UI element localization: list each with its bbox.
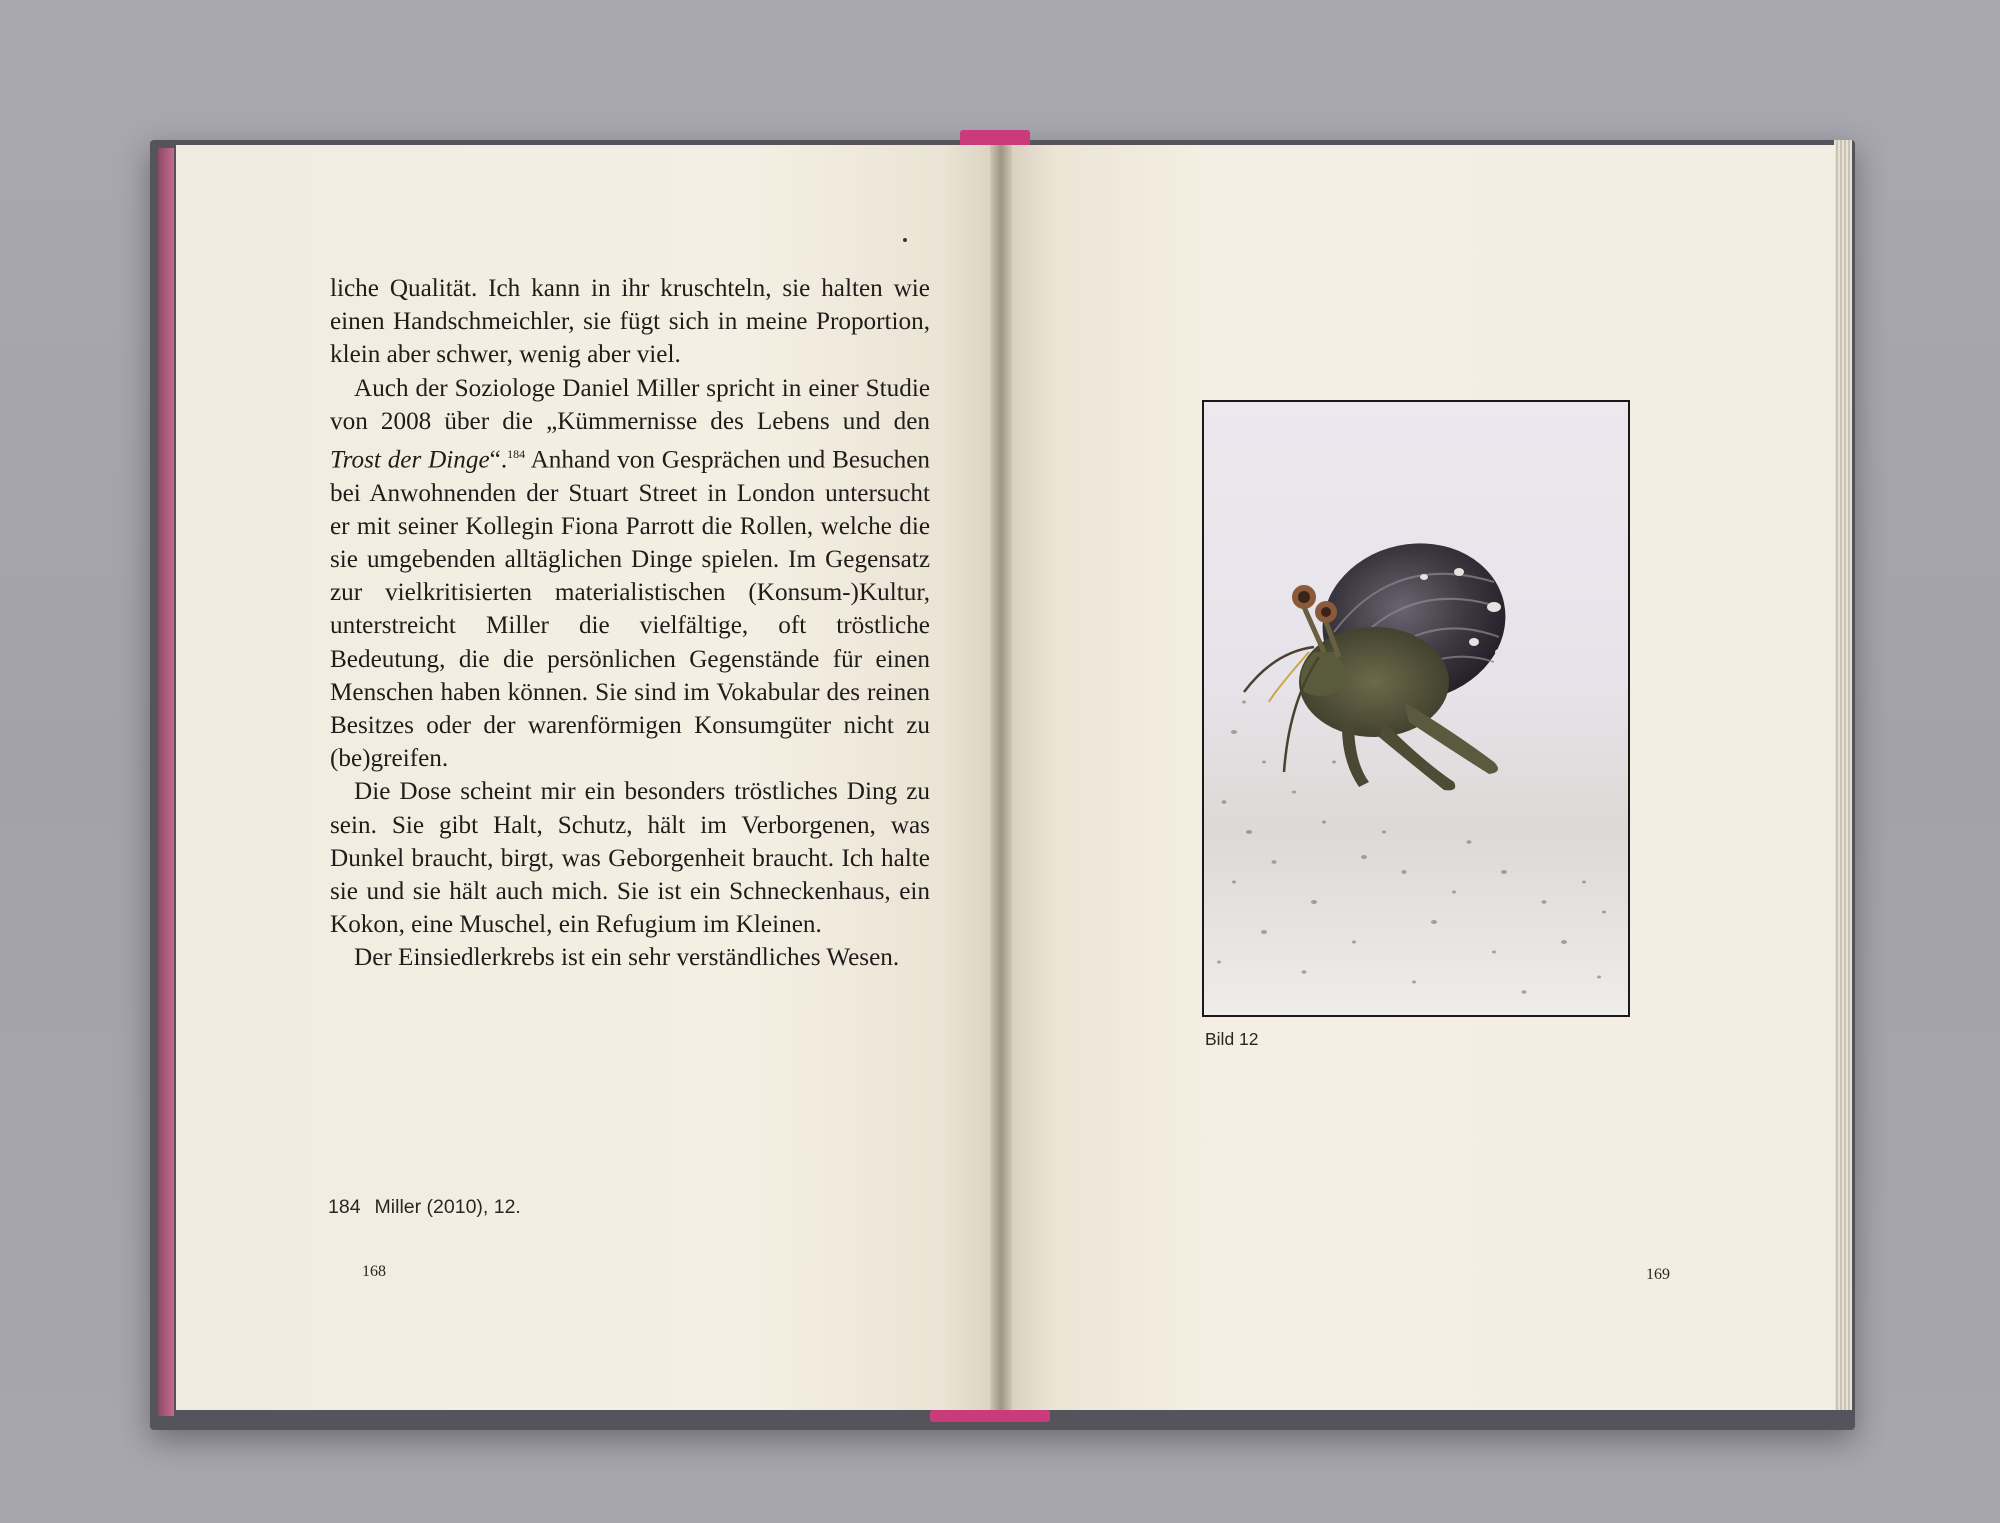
quote-close: “. [489, 446, 508, 474]
footnote [328, 1196, 521, 1219]
headband [960, 130, 1030, 146]
footnote-number: 184 [328, 1196, 361, 1218]
hermit-crab-image [1204, 402, 1628, 1015]
page-edge-left [158, 148, 174, 1416]
figure-caption: Bild 12 [1205, 1029, 1259, 1049]
paragraph-4: Der Einsiedlerkrebs ist ein sehr verständliches Wesen. [354, 944, 900, 972]
page-number-left: 168 [362, 1263, 386, 1280]
paragraph-3: Die Dose scheint mir ein besonders tröstliches Ding zu sein. Sie gibt Halt, Schutz, hält im Verborgenen, was Dunkel braucht, birgt, was Geborgenheit braucht. Ich halte sie und sie hält auch mich. Sie ist ein Schneckenhaus, ein Kokon, eine Muschel, ein Refugium im Kleinen. [330, 778, 930, 939]
paragraph-1: liche Qualität. Ich kann in ihr kruschteln, sie halten wie einen Handschmeichler, sie fügt sich in meine Proportion, klein aber schwer, wenig aber viel. [330, 275, 930, 369]
book-gutter [990, 145, 1012, 1410]
page-edge-right [1834, 140, 1852, 1410]
left-page-body [330, 272, 930, 975]
page-number-right: 169 [1646, 1266, 1670, 1283]
footnote-reference: 184 [507, 447, 526, 462]
paragraph-2-start: Auch der Soziologe Daniel Miller spricht in einer Studie von 2008 über die „Kümmernisse des Lebens und den [330, 374, 930, 435]
footnote-text: Miller (2010), 12. [374, 1196, 521, 1218]
tailband [930, 1410, 1050, 1422]
dust-speck [903, 238, 907, 242]
book-title-italic: Trost der Dinge [330, 446, 490, 474]
paragraph-2 [330, 372, 930, 776]
hermit-crab-photo [1202, 400, 1630, 1017]
paragraph-2-rest: Anhand von Gesprächen und Besuchen bei Anwohnenden der Stuart Street in London untersucht er mit seiner Kollegin Fiona Parrott die Rollen, welche die sie umgebenden alltäglichen Dinge spielen. Im Gegensatz zur vielkritisierten materialistischen (Konsum-)Kultur, unterstreicht Miller die vielfältige, oft tröstliche Bedeutung, die die persönlichen Gegenstände für einen Menschen haben können. Sie sind im Vokabular des reinen Besitzes oder der warenförmigen Konsumgüter nicht zu (be)greifen. [330, 446, 931, 773]
